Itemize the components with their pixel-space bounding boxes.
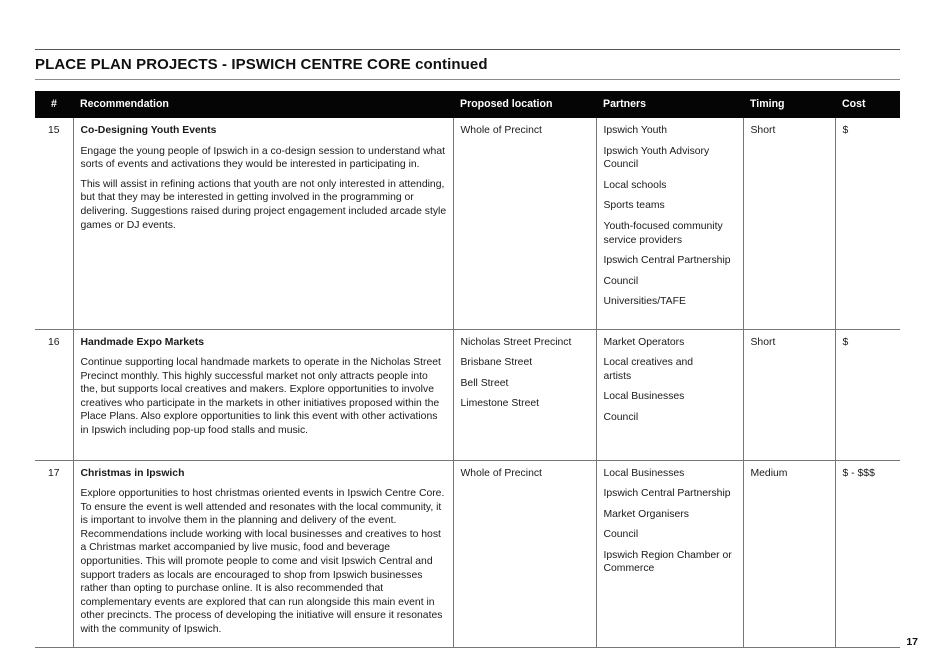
- location-cell: [453, 460, 596, 647]
- partner-item: Ipswich Youth Advisory Council: [603, 145, 710, 171]
- header-timing: Timing: [743, 91, 835, 118]
- timing-cell: Short: [743, 329, 835, 460]
- partner-item: Local Businesses: [603, 391, 685, 403]
- top-rule: [35, 49, 900, 50]
- partner-item: Local creatives and artists: [603, 357, 694, 382]
- table-row: [35, 460, 900, 647]
- cost-cell: $: [835, 329, 900, 460]
- location-item: Limestone Street: [460, 398, 540, 410]
- recommendation-paragraph: Explore opportunities to host christmas oriented events in Ipswich Centre Core. To ensure the event is well attended and resonates with the local community, it is important to involve them in the planning and delivery of the event. Recommendations include working with local businesses and creatives to host a Christmas market accompanied by live music, food and beverage opportunities. This will promote people to come and visit Ipswich Central and support traders as locals are encouraged to shop from Ipswich businesses rather than opting to purchase online. It is also recommended that complementary events are explored that can run alongside this main event in other precincts. The process of developing the initiative will ensure it resonates with the community of Ipswich.: [80, 488, 445, 636]
- partners-cell: [596, 329, 743, 460]
- partner-item: Council: [603, 529, 639, 541]
- projects-table: [35, 91, 900, 648]
- title-rule: [35, 79, 900, 80]
- cost-cell: $: [835, 118, 900, 329]
- recommendation-title: Christmas in Ipswich: [80, 467, 185, 479]
- page-number: 17: [906, 636, 918, 648]
- partner-item: Sports teams: [603, 200, 665, 212]
- location-item: Whole of Precinct: [460, 125, 542, 136]
- row-number: 17: [35, 460, 73, 647]
- recommendation-paragraph: Engage the young people of Ipswich in a co-design session to understand what sorts of events and activations they would be interested in participating in.: [80, 145, 445, 171]
- partner-item: Council: [603, 275, 639, 287]
- partner-item: Local schools: [603, 179, 667, 191]
- recommendation-title: Handmade Expo Markets: [80, 336, 205, 348]
- location-cell: [453, 329, 596, 460]
- partner-item: Local Businesses: [603, 467, 685, 479]
- partner-item: Ipswich Central Partnership: [603, 488, 731, 500]
- header-partners: Partners: [596, 91, 743, 118]
- location-item: Nicholas Street Precinct: [460, 336, 572, 348]
- header-recommendation: Recommendation: [73, 91, 453, 118]
- timing-cell: Medium: [743, 460, 835, 647]
- cost-cell: $ - $$$: [835, 460, 900, 647]
- table-row: [35, 329, 900, 460]
- recommendation-title: Co-Designing Youth Events: [80, 125, 217, 136]
- partners-cell: [596, 460, 743, 647]
- partners-cell: [596, 118, 743, 329]
- location-item: Bell Street: [460, 377, 509, 389]
- partner-item: Universities/TAFE: [603, 296, 686, 308]
- row-number: 16: [35, 329, 73, 460]
- partner-item: Council: [603, 411, 639, 423]
- recommendation-cell: [73, 460, 453, 647]
- partner-item: Market Operators: [603, 336, 685, 348]
- recommendation-paragraph: This will assist in refining actions that youth are not only interested in attending, but that they may be interested in getting involved in the programming or delivering. Suggestions raised during project engagement included arcade style games or DJ events.: [80, 178, 447, 231]
- location-cell: [453, 118, 596, 329]
- partner-item: Ipswich Youth: [603, 125, 668, 136]
- timing-cell: Short: [743, 118, 835, 329]
- location-item: Brisbane Street: [460, 357, 533, 369]
- header-number: #: [35, 91, 73, 118]
- page-title: PLACE PLAN PROJECTS - IPSWICH CENTRE CORE continued: [35, 56, 488, 73]
- recommendation-paragraph: Continue supporting local handmade markets to operate in the Nicholas Street Precinct monthly. This highly successful market not only attracts people into the, but supports local creatives and makers. Explore opportunities to involve creatives who participate in the markets in other initiatives proposed within the Place Plans. Also explore opportunities to link this event with other activations in Ipswich including pop-up food stalls and music.: [80, 357, 441, 437]
- table-row: [35, 118, 900, 329]
- header-cost: Cost: [835, 91, 900, 118]
- partner-item: Market Organisers: [603, 508, 689, 520]
- partner-item: Youth-focused community service providers: [603, 220, 723, 246]
- recommendation-cell: [73, 329, 453, 460]
- partner-item: Ipswich Central Partnership: [603, 255, 731, 267]
- header-proposed-location: Proposed location: [453, 91, 596, 118]
- recommendation-cell: [73, 118, 453, 329]
- partner-item: Ipswich Region Chamber or Commerce: [603, 549, 732, 575]
- row-number: 15: [35, 118, 73, 329]
- location-item: Whole of Precinct: [460, 467, 542, 479]
- table-header-row: [35, 91, 900, 118]
